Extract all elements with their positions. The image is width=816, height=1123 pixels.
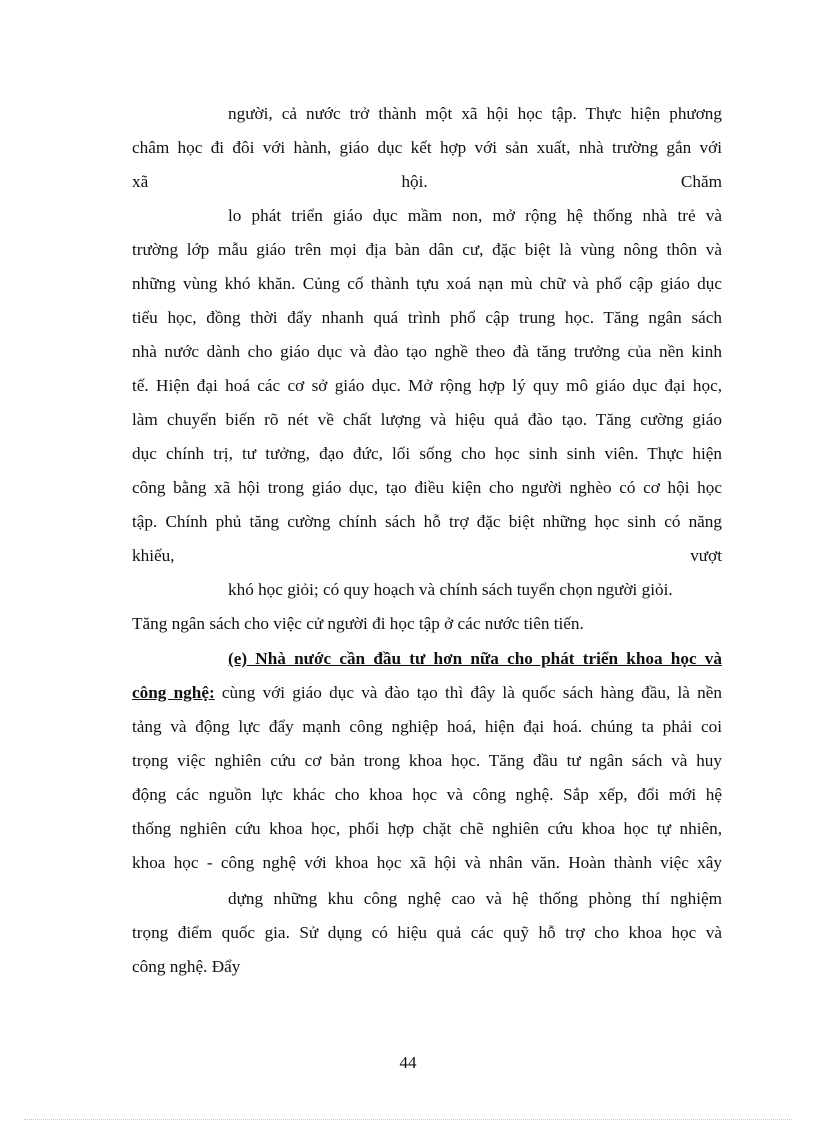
text-line: khoa học - công nghệ với khoa học xã hội và nhân văn. Hoàn thành việc xây [132,853,722,872]
page-number: 44 [399,1053,417,1072]
text-line: xã hội. Chăm [132,172,722,191]
text-line-content: cùng với giáo dục và đào tạo thì đây là quốc sách hàng đầu, là nền [214,683,722,702]
text-line: những vùng khó khăn. Củng cố thành tựu xoá nạn mù chữ và phổ cập giáo dục [132,274,722,293]
text-line: nhà nước dành cho giáo dục và đào tạo nghề theo đà tăng trưởng của nền kinh [132,342,722,361]
text-line: trường lớp mẫu giáo trên mọi địa bàn dân cư, đặc biệt là vùng nông thôn và [132,240,722,259]
text-line: người, cả nước trở thành một xã hội học tập. Thực hiện phương [228,104,722,123]
text-line: châm học đi đôi với hành, giáo dục kết hợp với sản xuất, nhà trường gắn với [132,138,722,157]
text-line: công bằng xã hội trong giáo dục, tạo điều kiện cho người nghèo có cơ hội học [132,478,722,497]
section-heading [228,648,722,670]
text-line: thống nghiên cứu khoa học, phối hợp chặt chẽ nghiên cứu khoa học tự nhiên, [132,819,722,838]
text-line: dục chính trị, tư tưởng, đạo đức, lối sống cho học sinh sinh viên. Thực hiện [132,444,722,463]
text-line: động các nguồn lực khác cho khoa học và công nghệ. Sắp xếp, đổi mới hệ [132,785,722,804]
text-line: dựng những khu công nghệ cao và hệ thống phòng thí nghiệm [228,889,722,908]
text-line: Tăng ngân sách cho việc cử người đi học tập ở các nước tiên tiến. [132,614,584,633]
text-line: làm chuyển biến rõ nét về chất lượng và hiệu quả đào tạo. Tăng cường giáo [132,410,722,429]
text-line: tiểu học, đồng thời đẩy nhanh quá trình phổ cập trung học. Tăng ngân sách [132,308,722,327]
text-line: lo phát triển giáo dục mầm non, mở rộng hệ thống nhà trẻ và [228,206,722,225]
text-line [132,682,722,704]
section-heading-text: (e) Nhà nước cần đầu tư hơn nữa cho phát triển khoa học và [228,649,722,668]
page-bottom-divider [24,1119,792,1120]
text-line: khó học giỏi; có quy hoạch và chính sách tuyển chọn người giỏi. [228,580,673,599]
text-line: trọng việc nghiên cứu cơ bản trong khoa học. Tăng đầu tư ngân sách và huy [132,751,722,770]
text-line: tập. Chính phủ tăng cường chính sách hỗ trợ đặc biệt những học sinh có năng [132,512,722,531]
text-line: tế. Hiện đại hoá các cơ sở giáo dục. Mở rộng hợp lý quy mô giáo dục đại học, [132,376,722,395]
text-line: công nghệ. Đẩy [132,957,241,976]
section-heading-continued: công nghệ: [132,683,215,702]
text-line: khiếu, vượt [132,546,722,565]
text-line: tảng và động lực đẩy mạnh công nghiệp hoá, hiện đại hoá. chúng ta phải coi [132,717,722,736]
text-line: trọng điểm quốc gia. Sử dụng có hiệu quả các quỹ hỗ trợ cho khoa học và [132,923,722,942]
